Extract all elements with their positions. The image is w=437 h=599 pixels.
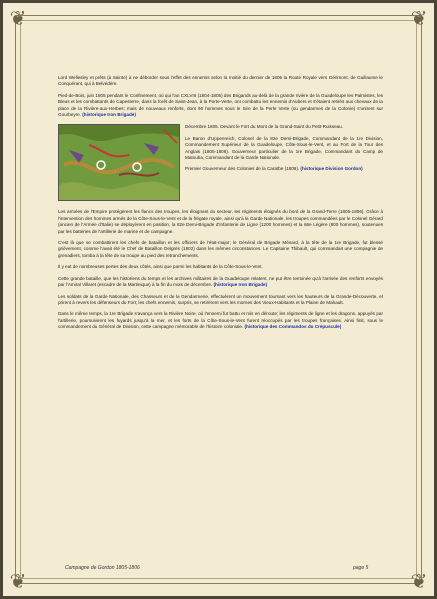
paragraph: Cette grande bataille, que les historiens du temps et les archives militaires de la Guadeloupe relatent, ne put être terminée qu'à l'arrivée des renforts envoyés par l'Amiral Villaret (escadre de la Martinique) à la fin du mois de décembre. (historique Iron Brigade)	[58, 275, 383, 288]
figure-block	[58, 124, 383, 201]
corner-ornament-icon: ❦	[9, 6, 27, 30]
corner-ornament-icon: ❦	[410, 6, 428, 30]
corner-ornament-icon: ❦	[410, 569, 428, 593]
caption-line: Premier Gouverneur des Colonies de la Caraïbe (1806). (historique Division Gordon)	[185, 166, 363, 172]
document-page	[3, 3, 434, 596]
history-link[interactable]: (historique des Commandos du Crépuscule)	[244, 324, 342, 330]
paragraph: Dans le même temps, la 1re Brigade s'avança vers la Rivière Noire, où l'ennemi fut battu et mis en déroute; les régiments de ligne et les dragons, appuyés par l'artillerie, poursuivirent les fuyards jusqu'à la mer, et les forts de la Côte-Sous-le-Vent furent réoccupés par les troupes françaises. Ainsi finit, sous le commandement du Général de Division, cette campagne mémorable de l'histoire coloniale. (historique des Commandos du Crépuscule)	[58, 311, 383, 330]
battle-map-image	[58, 124, 180, 201]
history-link[interactable]: (historique Iron Brigade)	[82, 112, 136, 118]
paragraph: Pied-de-Bois, juin 1805 pendant le Confinement, où qui l'an CXLVIII (1804-1805) des Brigands au-delà de la grande rivière de la Guadeloupe les Palmistes, les Bleus et les combattants de Capesterre, dans la forêt de Saint-Jean, à la Porte-Verte, ont combattu les ennemis d'Aubers et s'étaient retirés aux chevaux de la place de la Rivière-aux-Herbes; mais de nouveaux renforts, dont 90 hommes sous le Sire de la Perle Verte (ou gendarmes de la Colonie) s'unirent sur Gourbeyre. (historique Iron Brigade)	[58, 92, 383, 118]
paragraph: Les soldats de la Garde Nationale, des Chasseurs et de la Gendarmerie, effectuèrent un mouvement tournant vers les hauteurs de la Grande-Découverte, et prirent à revers les défenseurs du Fort; les chefs ennemis, surpris, se retirèrent vers les mornes des Vieux-Habitants et la Plaine de Mahault.	[58, 293, 383, 305]
paragraph: Lord Wellesley et prêts (à Sainte) à ne déborder sous l'effet des ennemis selon la moitié du dernier de 1805 la Route Royale vers Gérimont, de Guillaume le Conquérant, qui à Belvédère.	[58, 75, 383, 87]
history-link[interactable]: (historique Division Gordon)	[300, 166, 363, 172]
caption-line: Le Baron d'Uppenreich, Colonel de la 82e Demi-Brigade, Commandant de la 1re Division, Commandement Supérieur de la Guadeloupe, Côte-Sous-le-Vent, et au Fort de la Tour des Anglais (1805-1806). Gouverneur particulier de la 1re Brigade, Commandant du Camp de Matouba, Commandant de la Garde Nationale.	[185, 135, 383, 161]
corner-ornament-icon: ❦	[9, 569, 27, 593]
paragraph: C'est là que se combattirent les chefs de bataillon et les officiers de l'état-major; le Général de Brigade Ménard, à la tête de la 1re Brigade, fut blessé grièvement, comme l'avait été le Chef de Bataillon Delgrès (1802) dans les mêmes circonstances. Le Capitaine Thibault, qui commandait une compagnie de grenadiers, tomba à la tête de sa troupe au pied des retranchements.	[58, 240, 383, 258]
history-link[interactable]: (historique Iron Brigade)	[213, 282, 268, 288]
figure-caption	[185, 124, 383, 201]
page-content	[58, 75, 383, 336]
caption-line: Décembre 1805. Devant le Fort du Mont de la Grand-Saint du Petit-Ruisseau.	[185, 124, 344, 130]
paragraph: Il y eut de nombreuses pertes des deux côtés, ainsi que parmi les habitants de la Côte-Sous-le-Vent.	[58, 264, 263, 270]
paragraph: Les armées de l'Empire protégèrent les flancs des troupes, les éloignant du secteur, les régiments éloignés du bord de la Grand-Terre (1805-1806). Grâce à l'intervention des hommes armés de la Côte-Sous-le-Vent et de la frégate royale, ainsi qu'à la Garde Nationale, les troupes commandées par le Colonel Gérard (ancien de l'Armée d'Italie) se déployèrent en position, la 82e Demi-Brigade d'Infanterie de Ligne (1200 hommes) et la 66e Légère (800 hommes), soutenues par les batteries de l'artillerie de marine et de campagne.	[58, 209, 383, 234]
page-number: page 5	[353, 565, 369, 571]
footer-title: Campagne de Gordon 1805-1806	[65, 565, 140, 571]
